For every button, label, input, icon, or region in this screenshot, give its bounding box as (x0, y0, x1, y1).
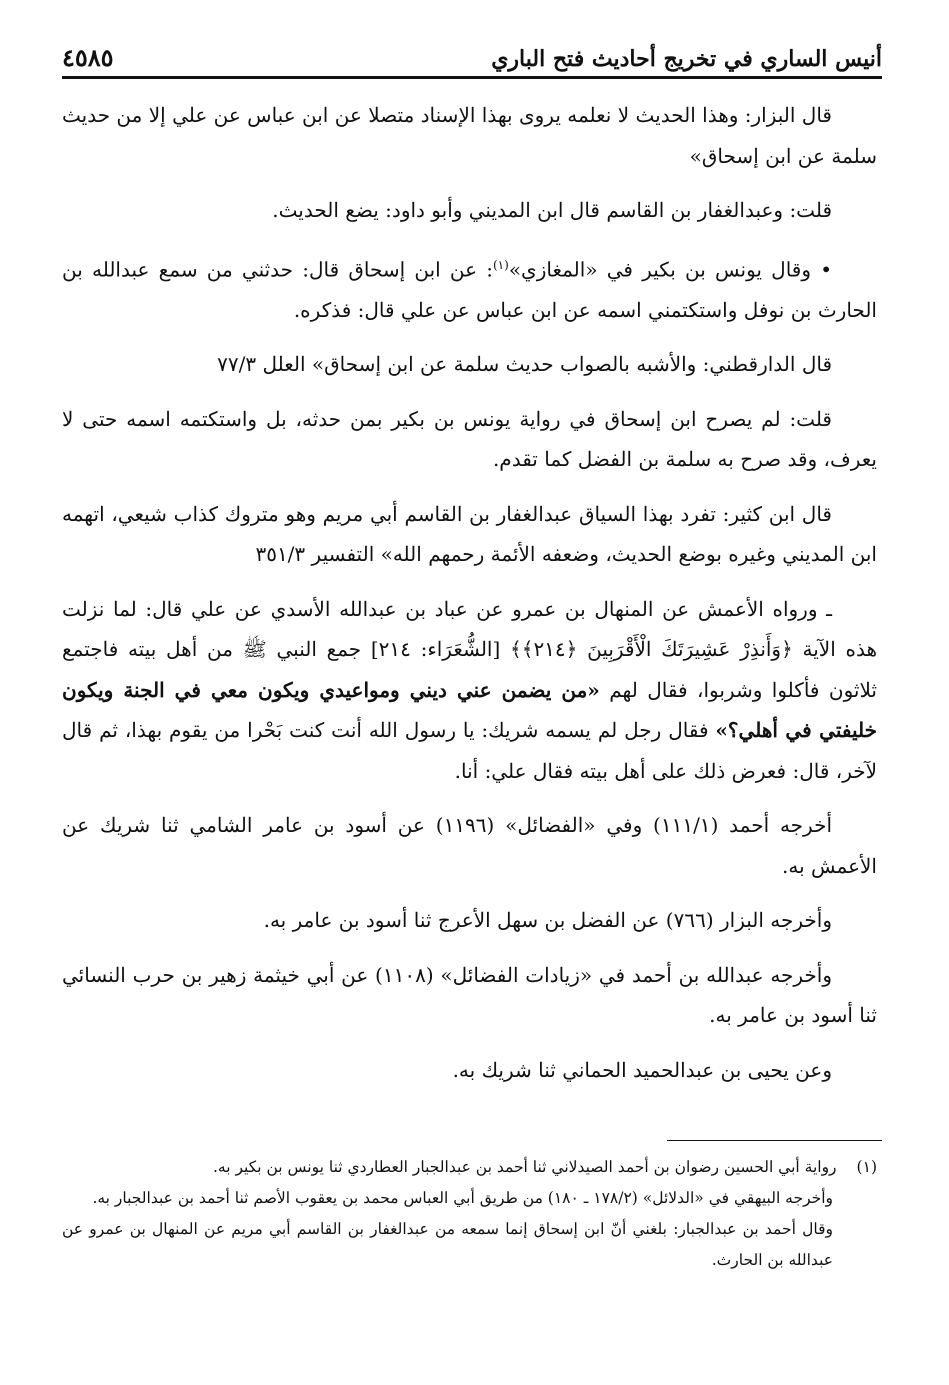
paragraph-note-abdulghaffar: قلت: وعبدالغفار بن القاسم قال ابن المديني وأبو داود: يضع الحديث. (272, 198, 832, 222)
footnote-line: وقال أحمد بن عبدالجبار: بلغني أنّ ابن إسحاق إنما سمعه من عبدالغفار بن القاسم أبي مريم عن المنهال بن عمرو عن عبدالله بن الحارث. (62, 1220, 833, 1269)
footnote-1 (62, 1152, 877, 1183)
paragraph-daraqutni: قال الدارقطني: والأشبه بالصواب حديث سلمة عن ابن إسحاق» العلل ٧٧/٣ (217, 352, 832, 377)
footnote-line: وأخرجه البيهقي في «الدلائل» (١٧٨/٢ ـ ١٨٠) من طريق أبي العباس محمد بن يعقوب الأصم ثنا أحمد بن عبدالجبار به. (92, 1189, 833, 1207)
footnote-marker: (١) (856, 1158, 877, 1176)
paragraph-yunus-rest: : عن ابن إسحاق قال: حدثني من سمع عبدالله بن الحارث بن نوفل واستكتمني اسمه عن ابن عباس عن علي قال: فذكره. (62, 257, 877, 322)
hadith-quote: «من يضمن عني ديني ومواعيدي ويكون معي في الجنة ويكون خليفتي في أهلي؟» (62, 677, 877, 743)
paragraph-bazzar-takhrij: وأخرجه البزار (٧٦٦) عن الفضل بن سهل الأعرج ثنا أسود بن عامر به. (263, 908, 832, 933)
paragraph-yunus-start: • وقال يونس بن بكير في «المغازي» (508, 257, 832, 282)
main-text (62, 95, 877, 1104)
paragraph-note-yunus: قلت: لم يصرح ابن إسحاق في رواية يونس بن بكير بمن حدثه، بل واستكتمه اسمه حتى لا يعرف، وقد صرح به سلمة بن الفضل كما تقدم. (62, 406, 877, 472)
footnote-reference: (١) (492, 257, 509, 272)
footnote-line: رواية أبي الحسين رضوان بن أحمد الصيدلاني ثنا أحمد بن عبدالجبار العطاردي ثنا يونس بن بكير به. (213, 1158, 837, 1176)
footnote-divider (667, 1140, 882, 1141)
paragraph-amash (62, 589, 877, 792)
page-header (62, 30, 882, 79)
footnotes (62, 1152, 877, 1276)
paragraph-yunus (62, 245, 877, 331)
paragraph-yahya: وعن يحيى بن عبدالحميد الحماني ثنا شريك به. (452, 1057, 832, 1082)
paragraph-amash-rest: فقال رجل لم يسمه شريك: يا رسول الله أنت كنت بَحْرا من يقوم بهذا، ثم قال لآخر، قال: فعرض ذلك على أهل بيته فقال علي: أنا. (62, 718, 877, 783)
page-number: ٤٥٨٥ (62, 43, 114, 72)
paragraph-abdullah: وأخرجه عبدالله بن أحمد في «زيادات الفضائل» (١١٠٨) عن أبي خيثمة زهير بن حرب النسائي ثنا أسود بن عامر به. (62, 962, 877, 1028)
paragraph-ahmad: أخرجه أحمد (١١١/١) وفي «الفضائل» (١١٩٦) عن أسود بن عامر الشامي ثنا شريك عن الأعمش به. (62, 813, 877, 878)
paragraph-bazzar: قال البزار: وهذا الحديث لا نعلمه يروى بهذا الإسناد متصلا عن ابن عباس عن علي إلا من حديث سلمة عن ابن إسحاق» (62, 103, 877, 168)
running-title: أنيس الساري في تخريج أحاديث فتح الباري (491, 46, 882, 72)
paragraph-ibn-kathir: قال ابن كثير: تفرد بهذا السياق عبدالغفار بن القاسم أبي مريم وهو متروك كذاب شيعي، اتهمه ابن المديني وغيره بوضع الحديث، وضعفه الأئمة رحمهم الله» التفسير ٣٥١/٣ (62, 501, 877, 567)
paragraph-amash-start: ـ ورواه الأعمش عن المنهال بن عمرو عن عباد بن عبدالله الأسدي عن علي قال: لما نزلت هذه الآية ﴿وَأَنذِرْ عَشِيرَتَكَ الْأَقْرَبِينَ ﴿٢١٤﴾﴾ [الشُّعَرَاء: ٢١٤] جمع النبي ﷺ من أهل بيته فاجتمع ثلاثون فأكلوا وشربوا، فقال لهم (62, 596, 877, 702)
